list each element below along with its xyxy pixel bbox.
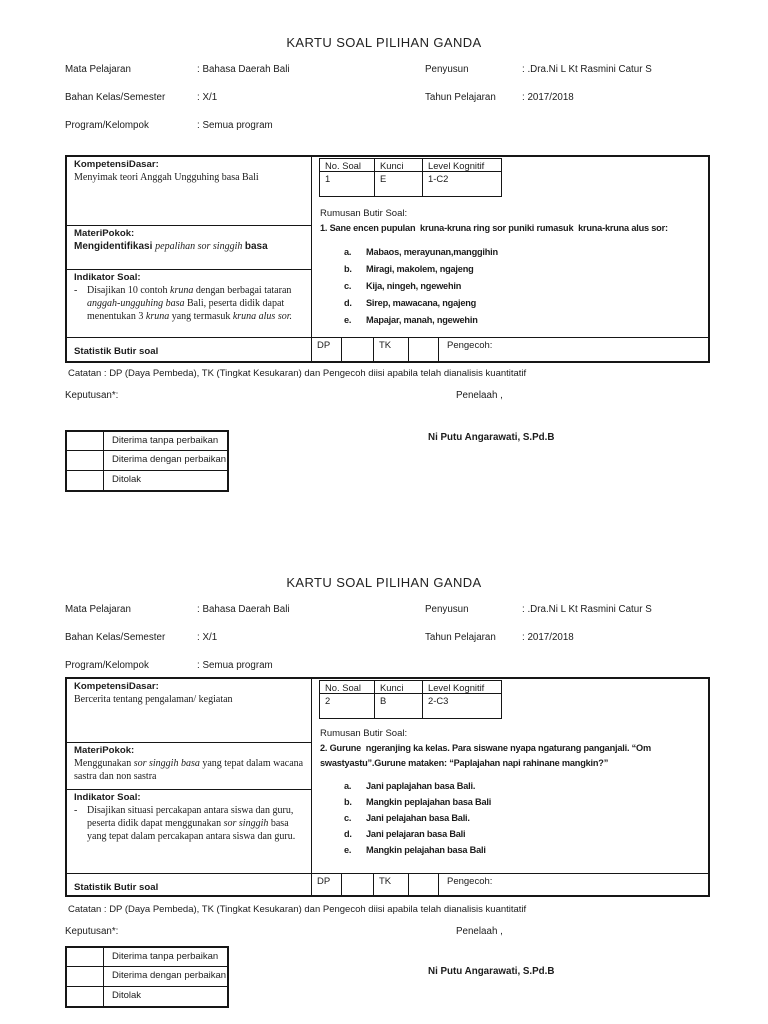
meta-label: Bahan Kelas/Semester bbox=[65, 632, 166, 643]
decision-option-label: Diterima dengan perbaikan bbox=[112, 454, 227, 466]
dp-label: DP bbox=[312, 874, 342, 895]
meta-label: Mata Pelajaran bbox=[65, 64, 131, 75]
meta-value: : .Dra.Ni L Kt Rasmini Catur S bbox=[522, 604, 652, 615]
decision-checkbox-cell bbox=[67, 967, 104, 985]
question-card-table bbox=[65, 155, 710, 363]
kompetensi-text: Menyimak teori Anggah Ungguhing basa Bali bbox=[74, 172, 259, 183]
meta-value: : 2017/2018 bbox=[522, 632, 574, 643]
options-list bbox=[344, 244, 708, 329]
page-title: KARTU SOAL PILIHAN GANDA bbox=[286, 35, 482, 50]
option-text: Mangkin pelajahan basa Bali bbox=[366, 845, 486, 855]
no-soal-table bbox=[319, 158, 502, 197]
decision-row bbox=[67, 948, 227, 967]
decision-table bbox=[65, 430, 229, 492]
option-item bbox=[344, 810, 708, 826]
no-soal-value: 1 bbox=[320, 172, 375, 196]
option-letter: b. bbox=[344, 797, 352, 807]
question-body-cell bbox=[312, 679, 708, 874]
level-kognitif-value: 1-C2 bbox=[428, 173, 449, 184]
dp-label: DP bbox=[312, 338, 342, 361]
decision-checkbox-cell bbox=[67, 948, 104, 966]
option-item bbox=[344, 778, 708, 794]
option-item bbox=[344, 826, 708, 842]
dp-value-cell bbox=[342, 338, 374, 361]
meta-value: : X/1 bbox=[197, 92, 218, 103]
materi-text: Mengidentifikasi pepalihan sor singgih basa bbox=[74, 241, 268, 252]
question-card-section-2 bbox=[0, 564, 768, 1024]
meta-label: Program/Kelompok bbox=[65, 660, 149, 671]
option-letter: a. bbox=[344, 781, 352, 791]
option-letter: c. bbox=[344, 280, 352, 291]
kunci-value: B bbox=[375, 694, 423, 718]
no-soal-header: No. Soal bbox=[320, 681, 375, 694]
statistik-cell bbox=[67, 338, 312, 361]
reviewer-name: Ni Putu Angarawati, S.Pd.B bbox=[428, 966, 555, 977]
question-text: 2. Gurune ngeranjing ka kelas. Para siswane nyapa ngaturang panganjali. “Om swastyastu”.Gurune mataken: “Paplajahan napi rahinane mangkin?” bbox=[320, 743, 654, 768]
indikator-text: Disajikan 10 contoh kruna dengan berbagai tataran anggah-ungguhing basa Bali, peserta didik dapat menentukan 3 kruna yang termasuk kruna alus sor. bbox=[87, 285, 292, 322]
kompetensi-cell bbox=[67, 679, 312, 743]
indikator-label: Indikator Soal: bbox=[74, 272, 141, 283]
option-letter: e. bbox=[344, 845, 352, 855]
kompetensi-label: KompetensiDasar: bbox=[74, 159, 159, 170]
indikator-item bbox=[74, 285, 304, 323]
decision-checkbox-cell bbox=[67, 987, 104, 1006]
meta-label: Penyusun bbox=[425, 64, 469, 75]
no-soal-value: 2 bbox=[320, 694, 375, 718]
meta-value: : Bahasa Daerah Bali bbox=[197, 604, 290, 615]
tk-label: TK bbox=[374, 338, 409, 361]
option-item bbox=[344, 295, 708, 312]
rumusan-label: Rumusan Butir Soal: bbox=[320, 728, 408, 739]
option-item bbox=[344, 278, 708, 295]
kunci-value: E bbox=[375, 172, 423, 196]
meta-row bbox=[0, 660, 768, 674]
option-text: Mabaos, merayunan,manggihin bbox=[366, 246, 498, 257]
indikator-cell bbox=[67, 790, 312, 874]
options-list bbox=[344, 778, 708, 858]
decision-checkbox-cell bbox=[67, 451, 104, 469]
pengecoh-label: Pengecoh: bbox=[447, 876, 493, 887]
meta-value: : Semua program bbox=[197, 120, 273, 131]
indikator-item bbox=[74, 805, 304, 843]
materi-text: Menggunakan sor singgih basa yang tepat dalam wacana sastra dan non sastra bbox=[74, 758, 304, 782]
option-letter: d. bbox=[344, 829, 352, 839]
no-soal-header: No. Soal bbox=[320, 159, 375, 172]
decision-option-label: Ditolak bbox=[112, 473, 142, 485]
option-letter: d. bbox=[344, 297, 352, 308]
decision-option-label: Diterima tanpa perbaikan bbox=[112, 435, 219, 446]
decision-checkbox-cell bbox=[67, 432, 104, 450]
question-card-table bbox=[65, 677, 710, 897]
meta-row bbox=[0, 120, 768, 134]
dp-value-cell bbox=[342, 874, 374, 895]
tk-value-cell bbox=[409, 874, 439, 895]
question-body-cell bbox=[312, 157, 708, 338]
option-item bbox=[344, 842, 708, 858]
meta-label: Mata Pelajaran bbox=[65, 604, 131, 615]
bullet-dash: - bbox=[74, 805, 78, 816]
kompetensi-text: Bercerita tentang pengalaman/ kegiatan bbox=[74, 694, 233, 705]
materi-cell bbox=[67, 743, 312, 790]
materi-cell bbox=[67, 226, 312, 270]
statistik-label: Statistik Butir soal bbox=[74, 346, 159, 357]
question-text: 1. Sane encen pupulan kruna-kruna ring sor puniki rumasuk kruna-kruna alus sor: bbox=[320, 223, 668, 233]
option-item bbox=[344, 261, 708, 278]
option-text: Jani paplajahan basa Bali. bbox=[366, 781, 476, 791]
indikator-text: Disajikan situasi percakapan antara siswa dan guru, peserta didik dapat menggunakan sor singgih basa yang tepat dalam percakapan antara siswa dan guru. bbox=[87, 805, 296, 842]
catatan-note: Catatan : DP (Daya Pembeda), TK (Tingkat Kesukaran) dan Pengecoh diisi apabila telah dianalisis kuantitatif bbox=[68, 904, 527, 915]
rumusan-label: Rumusan Butir Soal: bbox=[320, 208, 408, 219]
no-soal-table bbox=[319, 680, 502, 719]
materi-label: MateriPokok: bbox=[74, 228, 135, 239]
option-letter: a. bbox=[344, 246, 352, 257]
option-letter: c. bbox=[344, 813, 352, 823]
decision-option-label: Diterima tanpa perbaikan bbox=[112, 951, 219, 962]
option-item bbox=[344, 794, 708, 810]
reviewer-name: Ni Putu Angarawati, S.Pd.B bbox=[428, 432, 555, 443]
keputusan-label: Keputusan*: bbox=[65, 926, 119, 937]
kompetensi-cell bbox=[67, 157, 312, 226]
question-card-section-1 bbox=[0, 24, 768, 536]
tk-label: TK bbox=[374, 874, 409, 895]
kompetensi-label: KompetensiDasar: bbox=[74, 681, 159, 692]
meta-label: Penyusun bbox=[425, 604, 469, 615]
meta-row bbox=[0, 604, 768, 618]
level-kognitif-value: 2-C3 bbox=[428, 695, 449, 706]
indikator-cell bbox=[67, 270, 312, 338]
option-text: Jani pelajaran basa Bali bbox=[366, 829, 466, 839]
penelaah-label: Penelaah , bbox=[456, 926, 503, 937]
decision-row bbox=[67, 432, 227, 451]
option-text: Kija, ningeh, ngewehin bbox=[366, 280, 462, 291]
meta-value: : Semua program bbox=[197, 660, 273, 671]
bullet-dash: - bbox=[74, 285, 78, 296]
option-text: Mapajar, manah, ngewehin bbox=[366, 314, 478, 325]
meta-row bbox=[0, 64, 768, 78]
option-item bbox=[344, 244, 708, 261]
level-kognitif-header: Level Kognitif bbox=[423, 159, 501, 172]
statistik-cell bbox=[67, 874, 312, 895]
decision-row bbox=[67, 987, 227, 1006]
meta-value: : .Dra.Ni L Kt Rasmini Catur S bbox=[522, 64, 652, 75]
statistik-values-row bbox=[312, 874, 708, 895]
decision-row bbox=[67, 471, 227, 490]
decision-checkbox-cell bbox=[67, 471, 104, 490]
meta-label: Bahan Kelas/Semester bbox=[65, 92, 166, 103]
meta-value: : 2017/2018 bbox=[522, 92, 574, 103]
option-text: Jani pelajahan basa Bali. bbox=[366, 813, 470, 823]
option-letter: b. bbox=[344, 263, 352, 274]
option-letter: e. bbox=[344, 314, 352, 325]
meta-value: : X/1 bbox=[197, 632, 218, 643]
materi-label: MateriPokok: bbox=[74, 745, 135, 756]
pengecoh-label: Pengecoh: bbox=[447, 340, 493, 351]
option-item bbox=[344, 312, 708, 329]
option-text: Miragi, makolem, ngajeng bbox=[366, 263, 474, 274]
meta-row bbox=[0, 92, 768, 106]
decision-table bbox=[65, 946, 229, 1008]
decision-row bbox=[67, 451, 227, 470]
tk-value-cell bbox=[409, 338, 439, 361]
statistik-values-row bbox=[312, 338, 708, 361]
meta-label: Tahun Pelajaran bbox=[425, 92, 496, 103]
level-kognitif-header: Level Kognitif bbox=[423, 681, 501, 694]
decision-option-label: Diterima dengan perbaikan bbox=[112, 970, 227, 982]
catatan-note: Catatan : DP (Daya Pembeda), TK (Tingkat Kesukaran) dan Pengecoh diisi apabila telah dianalisis kuantitatif bbox=[68, 368, 527, 379]
meta-row bbox=[0, 632, 768, 646]
penelaah-label: Penelaah , bbox=[456, 390, 503, 401]
statistik-label: Statistik Butir soal bbox=[74, 882, 159, 893]
keputusan-label: Keputusan*: bbox=[65, 390, 119, 401]
indikator-label: Indikator Soal: bbox=[74, 792, 141, 803]
meta-value: : Bahasa Daerah Bali bbox=[197, 64, 290, 75]
kunci-header: Kunci bbox=[375, 159, 423, 172]
option-text: Mangkin peplajahan basa Bali bbox=[366, 797, 492, 807]
decision-row bbox=[67, 967, 227, 986]
kunci-header: Kunci bbox=[375, 681, 423, 694]
meta-label: Tahun Pelajaran bbox=[425, 632, 496, 643]
page-title: KARTU SOAL PILIHAN GANDA bbox=[286, 575, 482, 590]
decision-option-label: Ditolak bbox=[112, 989, 142, 1001]
meta-label: Program/Kelompok bbox=[65, 120, 149, 131]
option-text: Sirep, mawacana, ngajeng bbox=[366, 297, 477, 308]
